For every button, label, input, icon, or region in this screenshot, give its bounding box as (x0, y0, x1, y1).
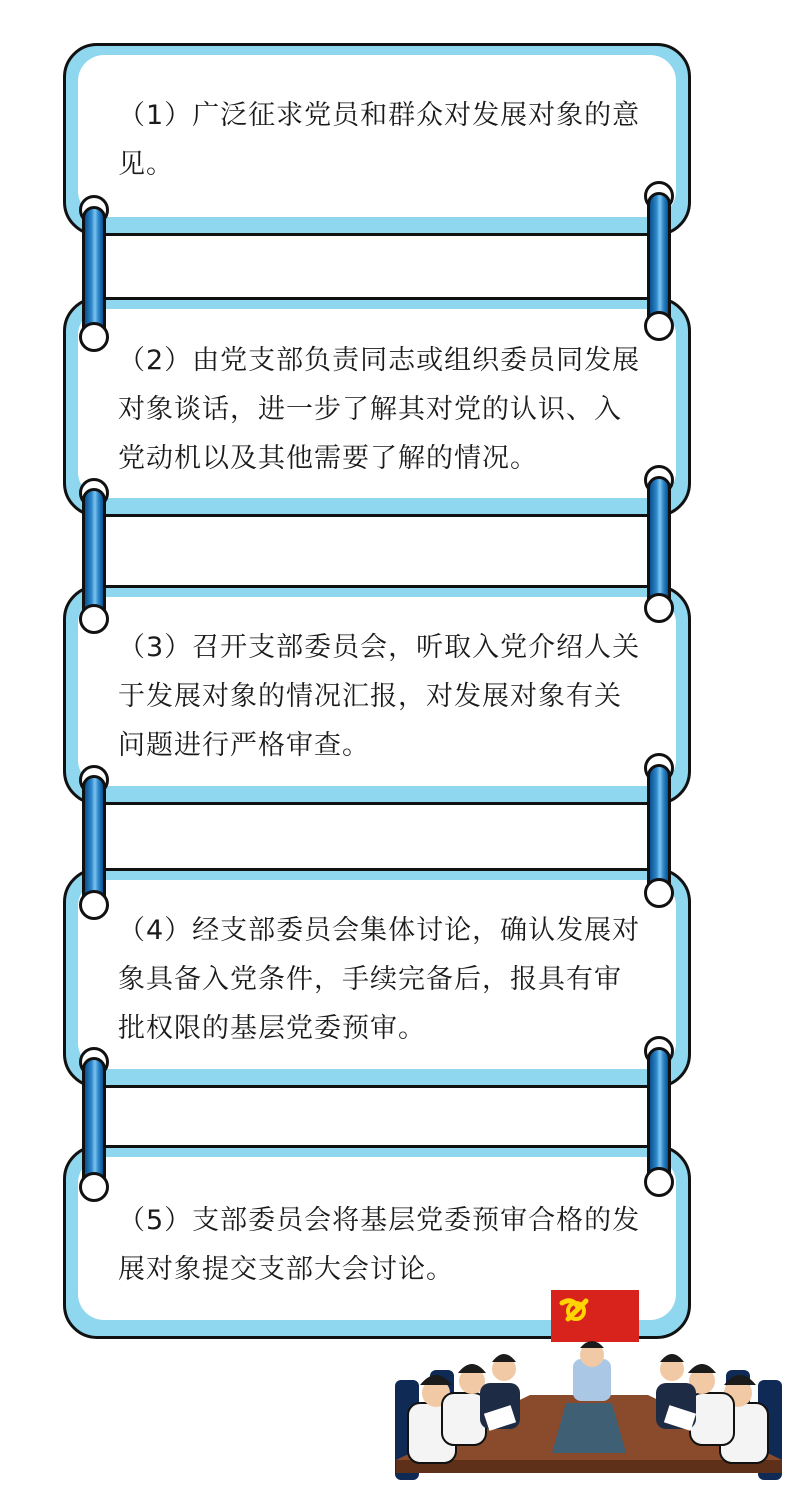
meeting-illustration (390, 1285, 788, 1501)
step-text-5: （5）支部委员会将基层党委预审合格的发展对象提交支部大会讨论。 (118, 1205, 641, 1285)
connector-ring-bottom-left-1 (79, 322, 109, 352)
connector-ring-bottom-right-2 (644, 593, 674, 623)
connector-ring-bottom-left-2 (79, 604, 109, 634)
step-text-1: （1）广泛征求党员和群众对发展对象的意见。 (118, 100, 641, 180)
step-card-3 (63, 585, 691, 805)
connector-ring-bottom-left-3 (79, 890, 109, 920)
step-text-3: （3）召开支部委员会，听取入党介绍人关于发展对象的情况汇报，对发展对象有关问题进行严格审查。 (118, 632, 641, 761)
connector-ring-bottom-right-4 (644, 1167, 674, 1197)
connector-ring-bottom-right-3 (644, 878, 674, 908)
step-card-4 (63, 868, 691, 1088)
step-text-2: （2）由党支部负责同志或组织委员同发展对象谈话，进一步了解其对党的认识、入党动机以及其他需要了解的情况。 (118, 345, 641, 474)
connector-ring-bottom-right-1 (644, 311, 674, 341)
step-card-1 (63, 43, 691, 236)
connector-ring-bottom-left-4 (79, 1172, 109, 1202)
chairperson-figure (573, 1341, 611, 1401)
step-text-4: （4）经支部委员会集体讨论，确认发展对象具备入党条件，手续完备后，报具有审批权限的基层党委预审。 (118, 915, 641, 1044)
party-flag-icon (551, 1290, 639, 1342)
step-card-2 (63, 297, 691, 517)
meeting-scene-svg (390, 1285, 788, 1501)
